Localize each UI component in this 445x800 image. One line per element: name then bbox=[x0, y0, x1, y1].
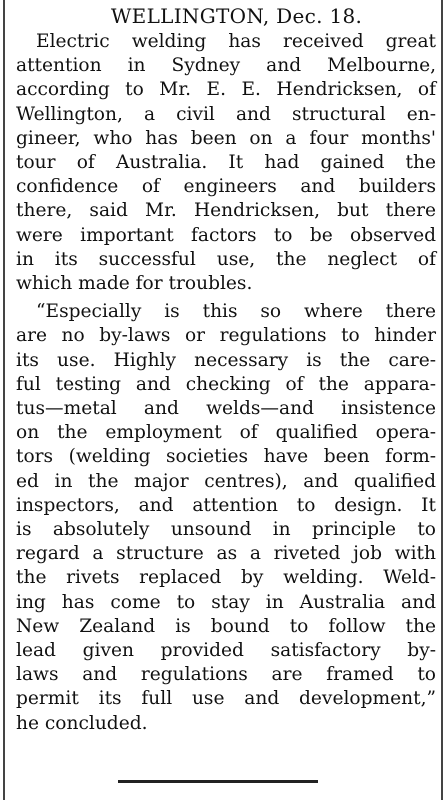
text-line: attention in Sydney and Melbourne, bbox=[16, 55, 436, 77]
text-line: Electric welding has received great bbox=[36, 31, 436, 52]
text-line: the rivets replaced by welding. Weld- bbox=[16, 567, 436, 589]
text-line: tus—metal and welds—and insistence bbox=[16, 398, 436, 420]
text-line: which made for troubles. bbox=[16, 273, 253, 295]
text-line: ing has come to stay in Australia and bbox=[16, 591, 436, 613]
text-line: in its successful use, the neglect of bbox=[16, 248, 436, 270]
text-line: confidence of engineers and builders bbox=[16, 176, 436, 198]
text-line: ful testing and checking of the appara- bbox=[16, 373, 436, 395]
clipping-left-edge bbox=[3, 0, 5, 800]
text-line: ed in the major centres), and qualified bbox=[16, 470, 436, 492]
text-line: he concluded. bbox=[16, 712, 148, 734]
text-line: “Especially is this so where there bbox=[36, 301, 436, 323]
text-line: tors (welding societies have been form- bbox=[16, 446, 436, 468]
paragraph-2 bbox=[16, 300, 436, 736]
text-line: were important factors to be observed bbox=[16, 224, 436, 246]
text-line: according to Mr. E. E. Hendricksen, of bbox=[16, 79, 436, 101]
text-line: inspectors, and attention to design. It bbox=[16, 494, 436, 516]
paragraph-1 bbox=[16, 30, 436, 296]
text-line: laws and regulations are framed to bbox=[16, 664, 436, 686]
text-line: lead given provided satisfactory by- bbox=[16, 640, 436, 662]
article-body bbox=[16, 30, 436, 736]
closing-rule bbox=[118, 780, 318, 783]
text-line: is absolutely unsound in principle to bbox=[16, 519, 436, 541]
dateline: WELLINGTON, Dec. 18. bbox=[110, 4, 363, 28]
text-line: Wellington, a civil and structural en- bbox=[16, 103, 436, 125]
text-line: tour of Australia. It had gained the bbox=[16, 152, 436, 174]
text-line: on the employment of qualified opera- bbox=[16, 422, 436, 444]
text-line: New Zealand is bound to follow the bbox=[16, 615, 436, 637]
text-line: permit its full use and development,” bbox=[16, 688, 436, 710]
text-line: regard a structure as a riveted job with bbox=[16, 543, 436, 565]
text-line: its use. Highly necessary is the care- bbox=[16, 349, 436, 371]
text-line: gineer, who has been on a four months' bbox=[16, 127, 436, 149]
text-line: there, said Mr. Hendricksen, but there bbox=[16, 200, 436, 222]
clipping-right-edge bbox=[441, 0, 443, 800]
text-line: are no by-laws or regulations to hinder bbox=[16, 325, 436, 347]
